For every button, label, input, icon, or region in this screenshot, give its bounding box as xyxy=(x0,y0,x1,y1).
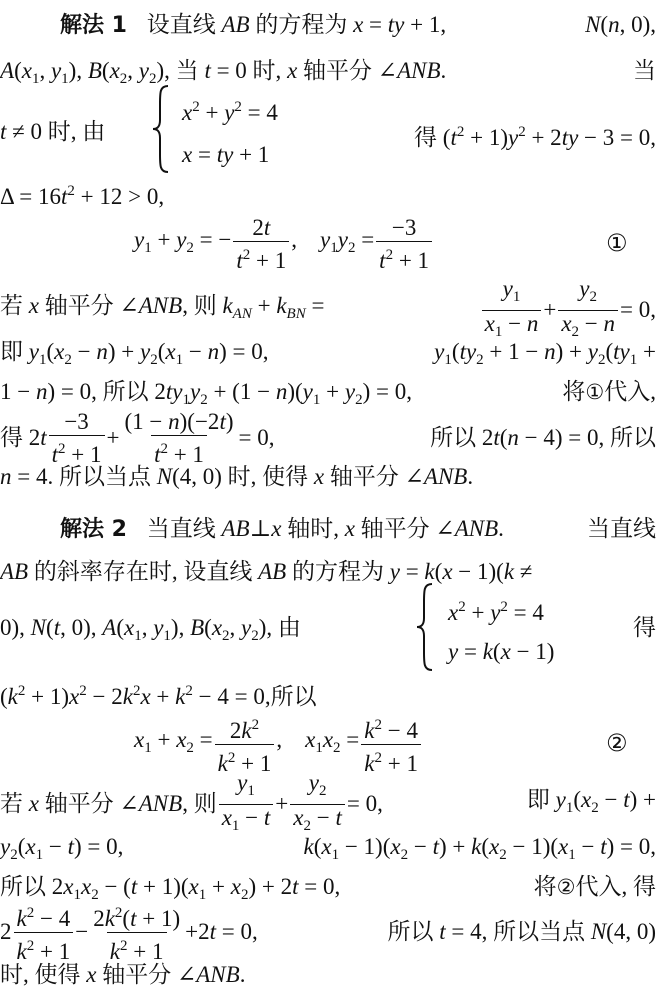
m1-equation-1: $y_1 + y_2$ = − $\frac{2t}{t^2 + 1}$ , $y_1y_2$ = $\frac{-3}{t^2 + 1}$ ① xyxy=(134,214,628,273)
m1-line-2: $A(x_1$, $y_1$), $B(x_2$, $y_2$), 当 t = 0 时, x 轴平分 ∠ANB. 当 xyxy=(0,58,656,87)
m1-line-1: 解法 1 设直线 AB 的方程为 x = ty + 1, N(n, 0), xyxy=(60,12,656,38)
m1-title: 解法 1 xyxy=(60,13,127,38)
m1-line-4: $\Delta = 16t^2 + 12 > 0$, xyxy=(0,183,165,209)
eq2-label: ② xyxy=(606,729,628,757)
eq1-label: ① xyxy=(606,229,628,257)
m2-line-10: 时, 使得 x 轴平分 ∠ANB. xyxy=(0,962,246,987)
m2-line-9: 2 $\frac{k^2 - 4}{k^2 + 1}$ − $\frac{2k^2(t + 1)}{k^2 + 1}$ +2t = 0, 所以 t = 4, 所以当点 N(4, 0) xyxy=(0,904,656,964)
m2-line-3-de: 得 xyxy=(633,615,656,640)
m2-line-3: 0), N(t, 0), $A(x_1$, $y_1$), $B(x_2$, $y_2$), 由 xyxy=(0,615,301,644)
m2-line-1: 解法 2 当直线 AB⊥x 轴时, x 轴平分 ∠ANB. 当直线 xyxy=(60,516,656,542)
m2-system-eq-b: y = k(x − 1) xyxy=(448,639,555,664)
m2-system-eq-a: $x^2 + y^2 = 4$ xyxy=(448,599,544,625)
m1-system-eq-b: x = ty + 1 xyxy=(182,142,270,167)
m2-line-4: $(k^2 + 1)x^2 - 2k^2x + k^2 - 4 = 0$,所以 xyxy=(0,683,317,709)
m2-line-2: AB 的斜率存在时, 设直线 AB 的方程为 y = k(x − 1)(k ≠ xyxy=(0,559,533,584)
m1-line-3: t ≠ 0 时, 由 xyxy=(0,119,106,144)
m1-line-8: 1 − n) = 0, 所以 $2ty_1y_2 + (1 - n)(y_1 + y_2) = 0$, 将①代入, xyxy=(0,379,656,408)
m2-title: 解法 2 xyxy=(60,517,127,542)
m1-line-9: 得 2t $\frac{-3}{t^2 + 1}$ + $\frac{(1 - n)(-2t)}{t^2 + 1}$ = 0, 所以 2t(n − 4) = 0, 所以 xyxy=(0,408,656,467)
m1-system-eq-a: $x^2 + y^2 = 4$ xyxy=(182,99,278,125)
m1-line-6: 若 x 轴平分 ∠ANB, 则 $k_{AN} + k_{BN}$ = $\frac{y_1}{x_1 - n}$ + $\frac{y_2}{x_2 - n}$ = 0, xyxy=(0,282,656,338)
m2-system-brace xyxy=(414,582,436,672)
m1-system-brace xyxy=(150,84,172,174)
m2-line-6: 若 x 轴平分 ∠ANB, 则 $\frac{y_1}{x_1 - t}$ + $\frac{y_2}{x_2 - t}$ = 0, 即 $y_1(x_2 - t)$ + xyxy=(0,776,656,832)
m2-line-7: $y_2(x_1 - t) = 0$, $k(x_1 - 1)(x_2 - t) + k(x_2 - 1)(x_1 - t) = 0$, xyxy=(0,834,656,863)
m2-equation-2: $x_1 + x_2$ = $\frac{2k^2}{k^2 + 1}$ , $x_1x_2$ = $\frac{k^2 - 4}{k^2 + 1}$ ② xyxy=(134,716,628,776)
m1-line-3-result: 得 $(t^2 + 1)y^2 + 2ty - 3 = 0$, xyxy=(414,124,656,150)
m2-line-8: 所以 $2x_1x_2 - (t + 1)(x_1 + x_2) + 2t = 0$, 将②代入, 得 xyxy=(0,874,656,903)
m1-line-10: n = 4. 所以当点 N(4, 0) 时, 使得 x 轴平分 ∠ANB. xyxy=(0,464,474,489)
m1-line-7: 即 $y_1(x_2 - n) + y_2(x_1 - n) = 0$, $y_1(ty_2 + 1 - n) + y_2(ty_1$ + xyxy=(0,339,656,368)
